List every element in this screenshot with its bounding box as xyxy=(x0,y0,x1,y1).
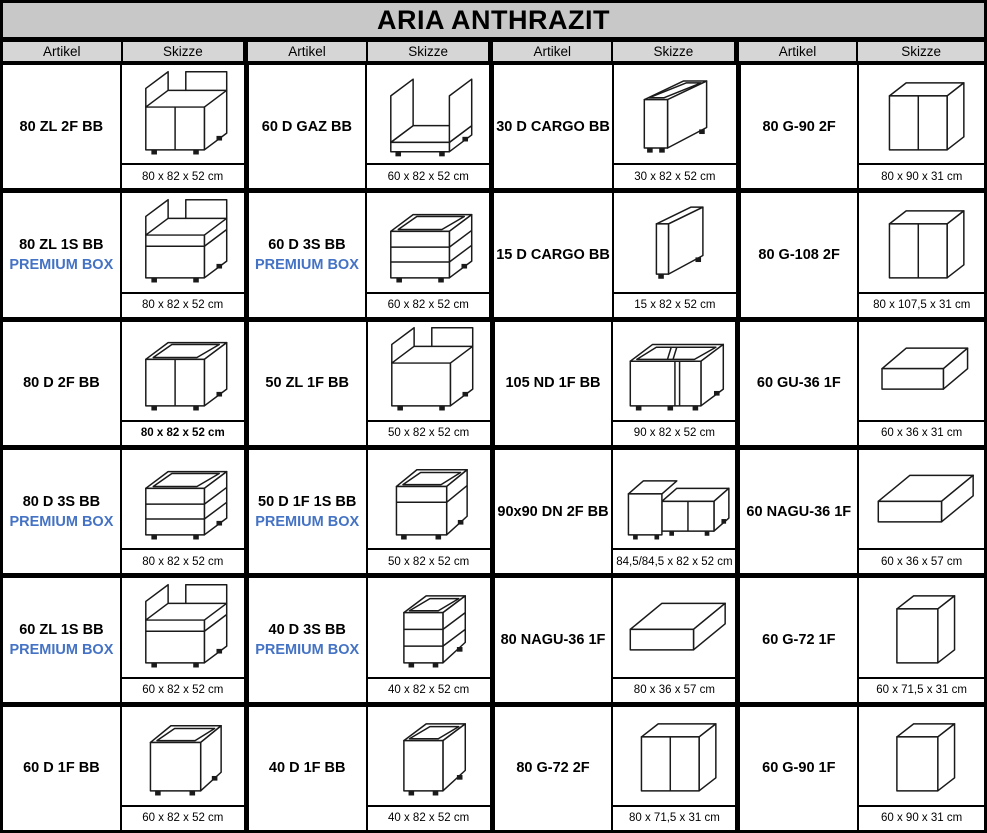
article-cell xyxy=(740,322,859,445)
header-skizze: Skizze xyxy=(858,42,984,61)
dimensions-label: 60 x 90 x 31 cm xyxy=(859,805,984,830)
sketch-cell xyxy=(614,65,741,188)
cabinet-sketch-icon xyxy=(859,707,984,805)
article-code: 15 D CARGO BB xyxy=(496,246,610,263)
cabinet-sketch-icon xyxy=(614,65,736,163)
sketch-cell xyxy=(859,65,984,188)
sketch-cell xyxy=(859,707,984,830)
article-code: 30 D CARGO BB xyxy=(496,118,610,135)
table-row xyxy=(3,450,984,578)
article-code: 60 GU-36 1F xyxy=(756,375,841,392)
dimensions-label: 60 x 36 x 57 cm xyxy=(859,548,984,573)
dimensions-label: 80 x 82 x 52 cm xyxy=(122,420,244,445)
article-code: 80 G-108 2F xyxy=(758,246,840,263)
dimensions-label: 80 x 107,5 x 31 cm xyxy=(859,292,984,317)
table-body xyxy=(3,65,984,830)
cabinet-sketch-icon xyxy=(368,707,490,805)
cabinet-sketch-icon xyxy=(368,322,490,420)
cabinet-sketch-icon xyxy=(859,193,984,291)
cabinet-sketch-icon xyxy=(859,450,984,548)
sketch-cell xyxy=(368,578,495,701)
cabinet-sketch-icon xyxy=(613,322,735,420)
sketch-cell xyxy=(859,322,984,445)
premium-box-label: PREMIUM BOX xyxy=(254,256,359,273)
cabinet-sketch-icon xyxy=(614,193,736,291)
article-code: 80 D 3S BB xyxy=(22,493,101,510)
premium-box-label: PREMIUM BOX xyxy=(9,513,114,530)
dimensions-label: 80 x 82 x 52 cm xyxy=(122,163,244,188)
dimensions-label: 50 x 82 x 52 cm xyxy=(368,420,490,445)
dimensions-label: 80 x 36 x 57 cm xyxy=(613,677,735,702)
cabinet-sketch-icon xyxy=(859,65,984,163)
cabinet-sketch-icon xyxy=(859,322,984,420)
table-row xyxy=(3,707,984,830)
header-skizze: Skizze xyxy=(368,42,494,61)
dimensions-label: 15 x 82 x 52 cm xyxy=(614,292,736,317)
cabinet-sketch-icon xyxy=(368,450,490,548)
cabinet-sketch-icon xyxy=(613,450,735,548)
dimensions-label: 60 x 82 x 52 cm xyxy=(122,805,244,830)
cabinet-sketch-icon xyxy=(122,707,244,805)
dimensions-label: 80 x 71,5 x 31 cm xyxy=(613,805,735,830)
sketch-cell xyxy=(122,450,249,573)
article-code: 40 D 1F BB xyxy=(268,760,346,777)
cabinet-sketch-icon xyxy=(122,65,244,163)
article-cell xyxy=(3,450,122,573)
cabinet-sketch-icon xyxy=(859,578,984,676)
article-cell xyxy=(495,322,614,445)
article-code: 105 ND 1F BB xyxy=(505,375,601,392)
article-cell xyxy=(494,65,614,188)
premium-box-label: PREMIUM BOX xyxy=(255,641,360,658)
article-cell xyxy=(249,322,368,445)
dimensions-label: 40 x 82 x 52 cm xyxy=(368,805,490,830)
table-row xyxy=(3,578,984,706)
article-cell xyxy=(3,193,122,316)
dimensions-label: 80 x 90 x 31 cm xyxy=(859,163,984,188)
article-code: 50 D 1F 1S BB xyxy=(258,493,357,510)
article-cell xyxy=(249,450,368,573)
sketch-cell xyxy=(613,322,740,445)
header-artikel: Artikel xyxy=(739,42,859,61)
page-title: ARIA ANTHRAZIT xyxy=(3,3,984,42)
sketch-cell xyxy=(368,322,495,445)
sketch-cell xyxy=(368,707,495,830)
article-cell xyxy=(249,65,368,188)
sketch-cell xyxy=(367,65,494,188)
article-cell xyxy=(741,193,860,316)
header-skizze: Skizze xyxy=(613,42,739,61)
article-code: 80 G-72 2F xyxy=(516,760,590,777)
article-code: 80 ZL 2F BB xyxy=(19,118,104,135)
article-code: 60 G-90 1F xyxy=(762,760,836,777)
article-cell xyxy=(740,578,859,701)
sketch-cell xyxy=(368,450,495,573)
dimensions-label: 30 x 82 x 52 cm xyxy=(614,163,736,188)
article-cell xyxy=(741,65,860,188)
sketch-cell xyxy=(122,707,249,830)
column-header-row xyxy=(3,42,984,65)
table-row xyxy=(3,65,984,193)
cabinet-sketch-icon xyxy=(613,578,735,676)
sketch-cell xyxy=(859,578,984,701)
premium-box-label: PREMIUM BOX xyxy=(9,256,114,273)
cabinet-sketch-icon xyxy=(122,322,244,420)
article-code: 60 D 3S BB xyxy=(268,236,346,253)
premium-box-label: PREMIUM BOX xyxy=(255,513,360,530)
dimensions-label: 50 x 82 x 52 cm xyxy=(368,548,490,573)
article-cell xyxy=(495,450,614,573)
dimensions-label: 60 x 82 x 52 cm xyxy=(367,292,489,317)
sketch-cell xyxy=(122,193,249,316)
article-cell xyxy=(249,578,368,701)
table-row xyxy=(3,322,984,450)
sketch-cell xyxy=(122,578,249,701)
article-code: 50 ZL 1F BB xyxy=(265,375,349,392)
article-code: 60 ZL 1S BB xyxy=(19,621,104,638)
cabinet-sketch-icon xyxy=(368,578,490,676)
sketch-cell xyxy=(367,193,494,316)
article-code: 60 D GAZ BB xyxy=(261,118,353,135)
dimensions-label: 60 x 82 x 52 cm xyxy=(122,677,244,702)
dimensions-label: 80 x 82 x 52 cm xyxy=(122,292,244,317)
cabinet-sketch-icon xyxy=(122,193,244,291)
sketch-cell xyxy=(613,578,740,701)
cabinet-sketch-icon xyxy=(367,65,489,163)
sketch-cell xyxy=(859,450,984,573)
article-cell xyxy=(249,193,368,316)
article-code: 80 ZL 1S BB xyxy=(19,236,104,253)
header-artikel: Artikel xyxy=(248,42,368,61)
sketch-cell xyxy=(122,65,249,188)
article-code: 60 D 1F BB xyxy=(23,760,100,777)
article-code: 90x90 DN 2F BB xyxy=(497,503,609,520)
article-cell xyxy=(3,65,122,188)
sketch-cell xyxy=(613,450,740,573)
header-artikel: Artikel xyxy=(3,42,123,61)
sketch-cell xyxy=(122,322,249,445)
header-artikel: Artikel xyxy=(493,42,613,61)
dimensions-label: 84,5/84,5 x 82 x 52 cm xyxy=(613,548,735,573)
dimensions-label: 60 x 71,5 x 31 cm xyxy=(859,677,984,702)
dimensions-label: 40 x 82 x 52 cm xyxy=(368,677,490,702)
article-cell xyxy=(3,322,122,445)
article-cell xyxy=(249,707,368,830)
article-code: 80 G-90 2F xyxy=(762,118,836,135)
dimensions-label: 60 x 82 x 52 cm xyxy=(367,163,489,188)
article-code: 60 NAGU-36 1F xyxy=(746,503,852,520)
article-cell xyxy=(3,707,122,830)
article-code: 60 G-72 1F xyxy=(762,631,836,648)
article-code: 40 D 3S BB xyxy=(268,621,346,638)
article-cell xyxy=(495,707,614,830)
header-skizze: Skizze xyxy=(123,42,249,61)
dimensions-label: 60 x 36 x 31 cm xyxy=(859,420,984,445)
sketch-cell xyxy=(859,193,984,316)
dimensions-label: 80 x 82 x 52 cm xyxy=(122,548,244,573)
article-cell xyxy=(494,193,614,316)
article-code: 80 D 2F BB xyxy=(23,375,100,392)
dimensions-label: 90 x 82 x 52 cm xyxy=(613,420,735,445)
article-cell xyxy=(740,707,859,830)
sketch-cell xyxy=(614,193,741,316)
cabinet-sketch-icon xyxy=(613,707,735,805)
cabinet-sketch-icon xyxy=(367,193,489,291)
article-code: 80 NAGU-36 1F xyxy=(500,631,606,648)
article-cell xyxy=(3,578,122,701)
cabinet-sketch-icon xyxy=(122,578,244,676)
article-cell xyxy=(740,450,859,573)
article-cell xyxy=(495,578,614,701)
table-row xyxy=(3,193,984,321)
sketch-cell xyxy=(613,707,740,830)
cabinet-sketch-icon xyxy=(122,450,244,548)
premium-box-label: PREMIUM BOX xyxy=(9,641,114,658)
